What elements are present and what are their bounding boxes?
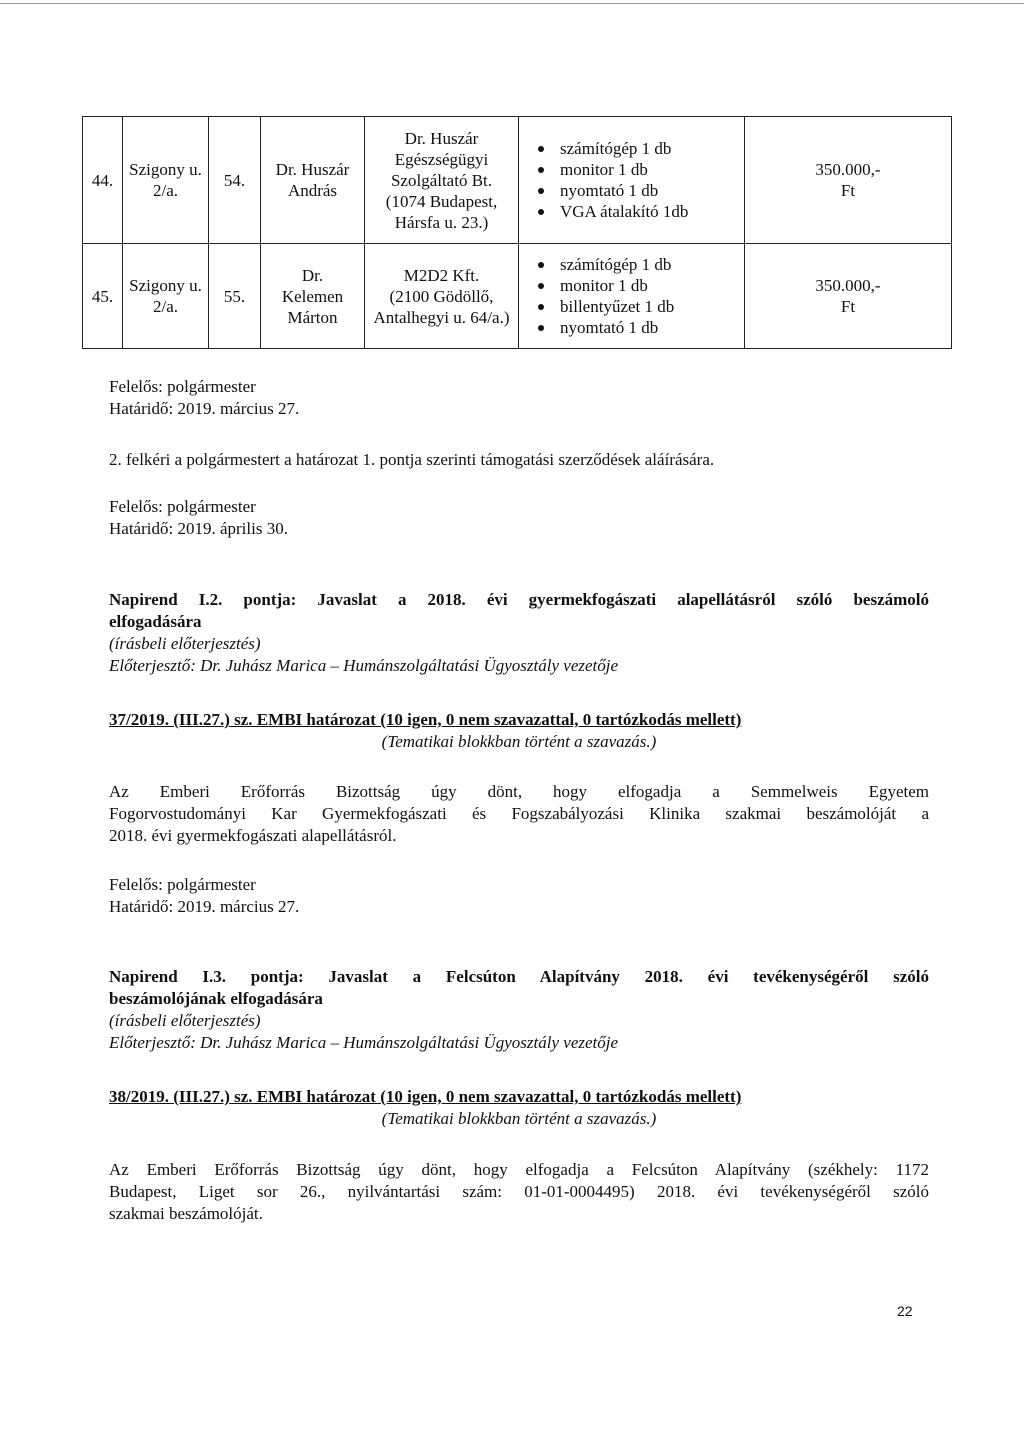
page-number: 22 [897,1303,913,1319]
presenter-line: Előterjesztő: Dr. Juhász Marica – Humánszolgáltatási Ügyosztály vezetője [109,1033,619,1052]
address-cell: Szigony u. 2/a. [123,244,209,349]
list-item: számítógép 1 db [534,138,741,159]
items-cell [519,244,745,349]
deadline-line: Határidő: 2019. március 27. [109,399,300,418]
number-cell: 54. [209,117,261,244]
list-item: nyomtató 1 db [534,180,741,201]
responsibility-block-1 [109,376,929,420]
equipment-list [522,138,741,222]
agenda-heading-cont: beszámolójának elfogadására [109,989,323,1008]
deadline-line: Határidő: 2019. április 30. [109,519,288,538]
block-vote-note: (Tematikai blokkban történt a szavazás.) [381,732,657,751]
responsibility-block-2 [109,496,929,540]
resolution-38 [109,1086,929,1130]
row-number: 45. [83,244,123,349]
top-rule [0,3,1024,4]
provider-cell: Dr. Huszár Egészségügyi Szolgáltató Bt. (1074 Budapest, Hársfa u. 23.) [365,117,519,244]
row-number: 44. [83,117,123,244]
presenter-line: Előterjesztő: Dr. Juhász Marica – Humánszolgáltatási Ügyosztály vezetője [109,656,619,675]
amount-cell: 350.000,- Ft [745,117,952,244]
list-item: monitor 1 db [534,159,741,180]
written-proposal-note: (írásbeli előterjesztés) [109,1011,261,1030]
resolution-38-body: Az Emberi Erőforrás Bizottság úgy dönt, hogy elfogadja a Felcsúton Alapítvány (székhely: 1172 Budapest, Liget sor 26., nyilvántartási szám: 01-01-0004495) 2018. évi tevékenységéről szóló szakmai beszámolóját. [109,1160,929,1223]
responsible-line: Felelős: polgármester [109,497,256,516]
point-2-text: 2. felkéri a polgármestert a határozat 1. pontja szerinti támogatási szerződések aláírására. [109,450,715,469]
resolution-37 [109,709,929,753]
resolution-title: 38/2019. (III.27.) sz. EMBI határozat (10 igen, 0 nem szavazattal, 0 tartózkodás mellett) [109,1087,742,1106]
items-cell [519,117,745,244]
resolution-37-body: Az Emberi Erőforrás Bizottság úgy dönt, hogy elfogadja a Semmelweis Egyetem Fogorvostudományi Kar Gyermekfogászati és Fogszabályozási Klinika szakmai beszámolóját a 2018. évi gyermekfogászati alapellátásról. [109,782,929,845]
doctor-cell: Dr. Kelemen Márton [261,244,365,349]
agenda-item-1-2 [109,589,929,677]
table-row [83,117,952,244]
list-item: számítógép 1 db [534,254,741,275]
block-vote-note: (Tematikai blokkban történt a szavazás.) [381,1109,657,1128]
written-proposal-note: (írásbeli előterjesztés) [109,634,261,653]
agenda-heading-cont: elfogadására [109,612,202,631]
agenda-heading: Napirend I.3. pontja: Javaslat a Felcsúton Alapítvány 2018. évi tevékenységéről szóló [109,967,929,986]
list-item: billentyűzet 1 db [534,296,741,317]
list-item: monitor 1 db [534,275,741,296]
resolution-title: 37/2019. (III.27.) sz. EMBI határozat (10 igen, 0 nem szavazattal, 0 tartózkodás mellett) [109,710,742,729]
deadline-line: Határidő: 2019. március 27. [109,897,300,916]
address-cell: Szigony u. 2/a. [123,117,209,244]
responsibility-block-3 [109,874,929,918]
doctor-cell: Dr. Huszár András [261,117,365,244]
responsible-line: Felelős: polgármester [109,875,256,894]
equipment-list [522,254,741,338]
agenda-item-1-3 [109,966,929,1054]
list-item: nyomtató 1 db [534,317,741,338]
number-cell: 55. [209,244,261,349]
amount-cell: 350.000,- Ft [745,244,952,349]
provider-cell: M2D2 Kft. (2100 Gödöllő, Antalhegyi u. 64/a.) [365,244,519,349]
table-row [83,244,952,349]
responsible-line: Felelős: polgármester [109,377,256,396]
equipment-table [82,116,952,349]
list-item: VGA átalakító 1db [534,201,741,222]
agenda-heading: Napirend I.2. pontja: Javaslat a 2018. évi gyermekfogászati alapellátásról szóló beszámoló [109,590,929,609]
